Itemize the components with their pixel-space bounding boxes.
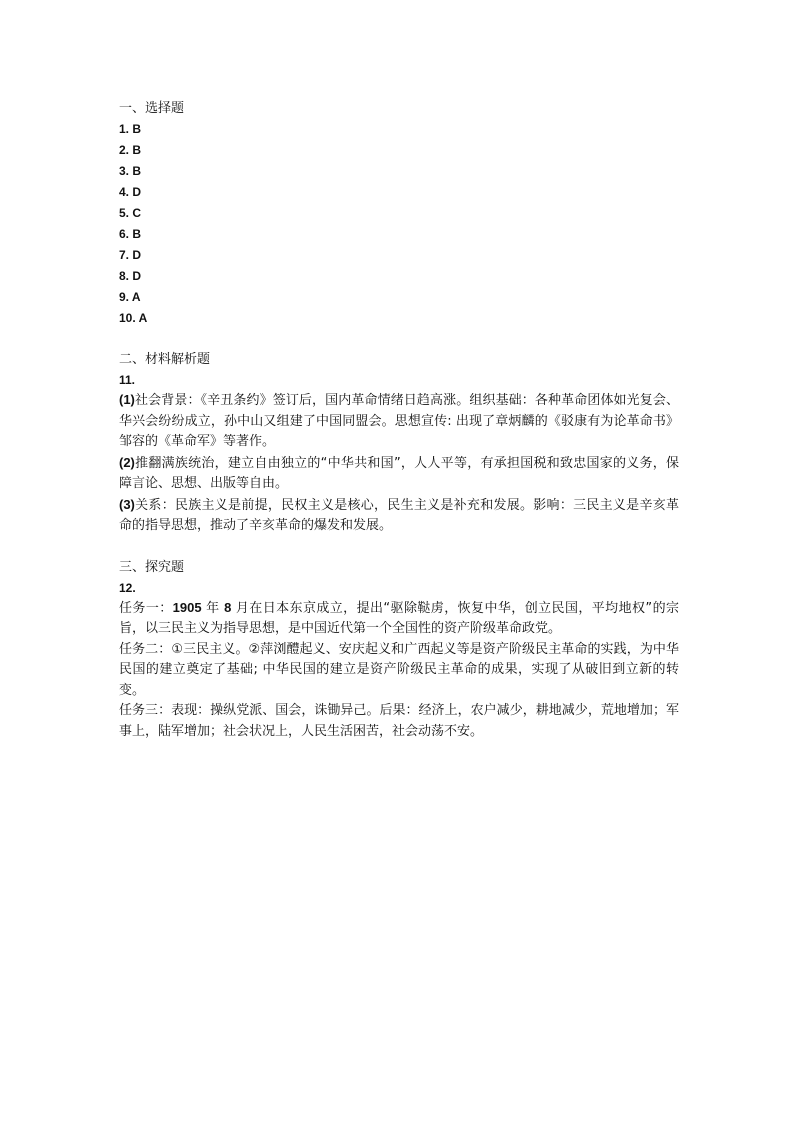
answer-item: 2. B <box>119 143 142 157</box>
task-1-paragraph <box>119 598 679 640</box>
answer-item: 10. A <box>119 311 148 325</box>
item-text: 推翻满族统治，建立自由独立的“中华共和国”，人人平等，有承担国税和致忠国家的义务，保障言论、思想、出版等自由。 <box>119 455 679 491</box>
item-text: 关系：民族主义是前提，民权主义是核心，民生主义是补充和发展。影响：三民主义是辛亥革命的指导思想，推动了辛亥革命的爆发和发展。 <box>119 497 679 533</box>
year-value: 1905 <box>172 599 202 615</box>
item-text: 社会背景：《辛丑条约》签订后，国内革命情绪日趋高涨。组织基础：各种革命团体如光复会、华兴会纷纷成立，孙中山又组建了中国同盟会。思想宣传: 出现了章炳麟的《驳康有为论革命书》 邹容的《革命军》等著作。 <box>119 393 679 449</box>
task-2-paragraph <box>119 640 679 702</box>
task-text: ①三民主义。②萍浏醴起义、安庆起义和广西起义等是资产阶级民主革命的实践，为中华民国的建立奠定了基础; 中华民国的建立是资产阶级民主革命的成果，实现了从破旧到立新的转变。 <box>119 641 679 698</box>
section-gap <box>119 329 679 350</box>
answer-item: 6. B <box>119 227 142 241</box>
answer-item: 1. B <box>119 122 142 136</box>
answer-paragraph-3 <box>119 495 679 537</box>
answer-paragraph-1 <box>119 390 679 453</box>
task-text: 年 <box>201 600 225 616</box>
multiple-choice-answer-list <box>119 119 679 329</box>
month-value: 8 <box>224 599 232 615</box>
section-title-multiple-choice: 一、选择题 <box>119 101 185 116</box>
section-title-inquiry: 三、探究题 <box>119 559 185 575</box>
task-text: 表现：操纵党派、国会，诛锄异己。后果：经济上，农户减少，耕地减少，荒地增加；军事上，陆军增加；社会状况上，人民生活困苦，社会动荡不安。 <box>119 703 679 739</box>
answer-item: 3. B <box>119 164 142 178</box>
question-number: 12. <box>119 580 136 595</box>
task-label: 任务二： <box>119 641 172 657</box>
task-label: 任务一： <box>119 600 173 616</box>
section-gap <box>119 537 679 558</box>
answer-item: 5. C <box>119 206 142 220</box>
answer-item: 8. D <box>119 269 142 283</box>
item-marker: (2) <box>119 454 135 470</box>
answer-item: 9. A <box>119 290 141 304</box>
item-marker: (1) <box>119 392 135 407</box>
item-marker: (3) <box>119 496 135 512</box>
task-text: 月在日本东京成立，提出“驱除鞑虏，恢复中华，创立民国，平均地权”的宗旨，以三民主义为指导思想，是中国近代第一个全国性的资产阶级革命政党。 <box>119 600 679 636</box>
task-3-paragraph <box>119 701 679 742</box>
answer-paragraph-2 <box>119 453 679 495</box>
section-title-material-analysis: 二、材料解析题 <box>119 352 211 367</box>
task-label: 任务三： <box>119 703 172 718</box>
answer-document <box>119 99 679 742</box>
answer-item: 4. D <box>119 185 142 199</box>
question-number: 11. <box>119 373 136 387</box>
answer-item: 7. D <box>119 248 142 262</box>
